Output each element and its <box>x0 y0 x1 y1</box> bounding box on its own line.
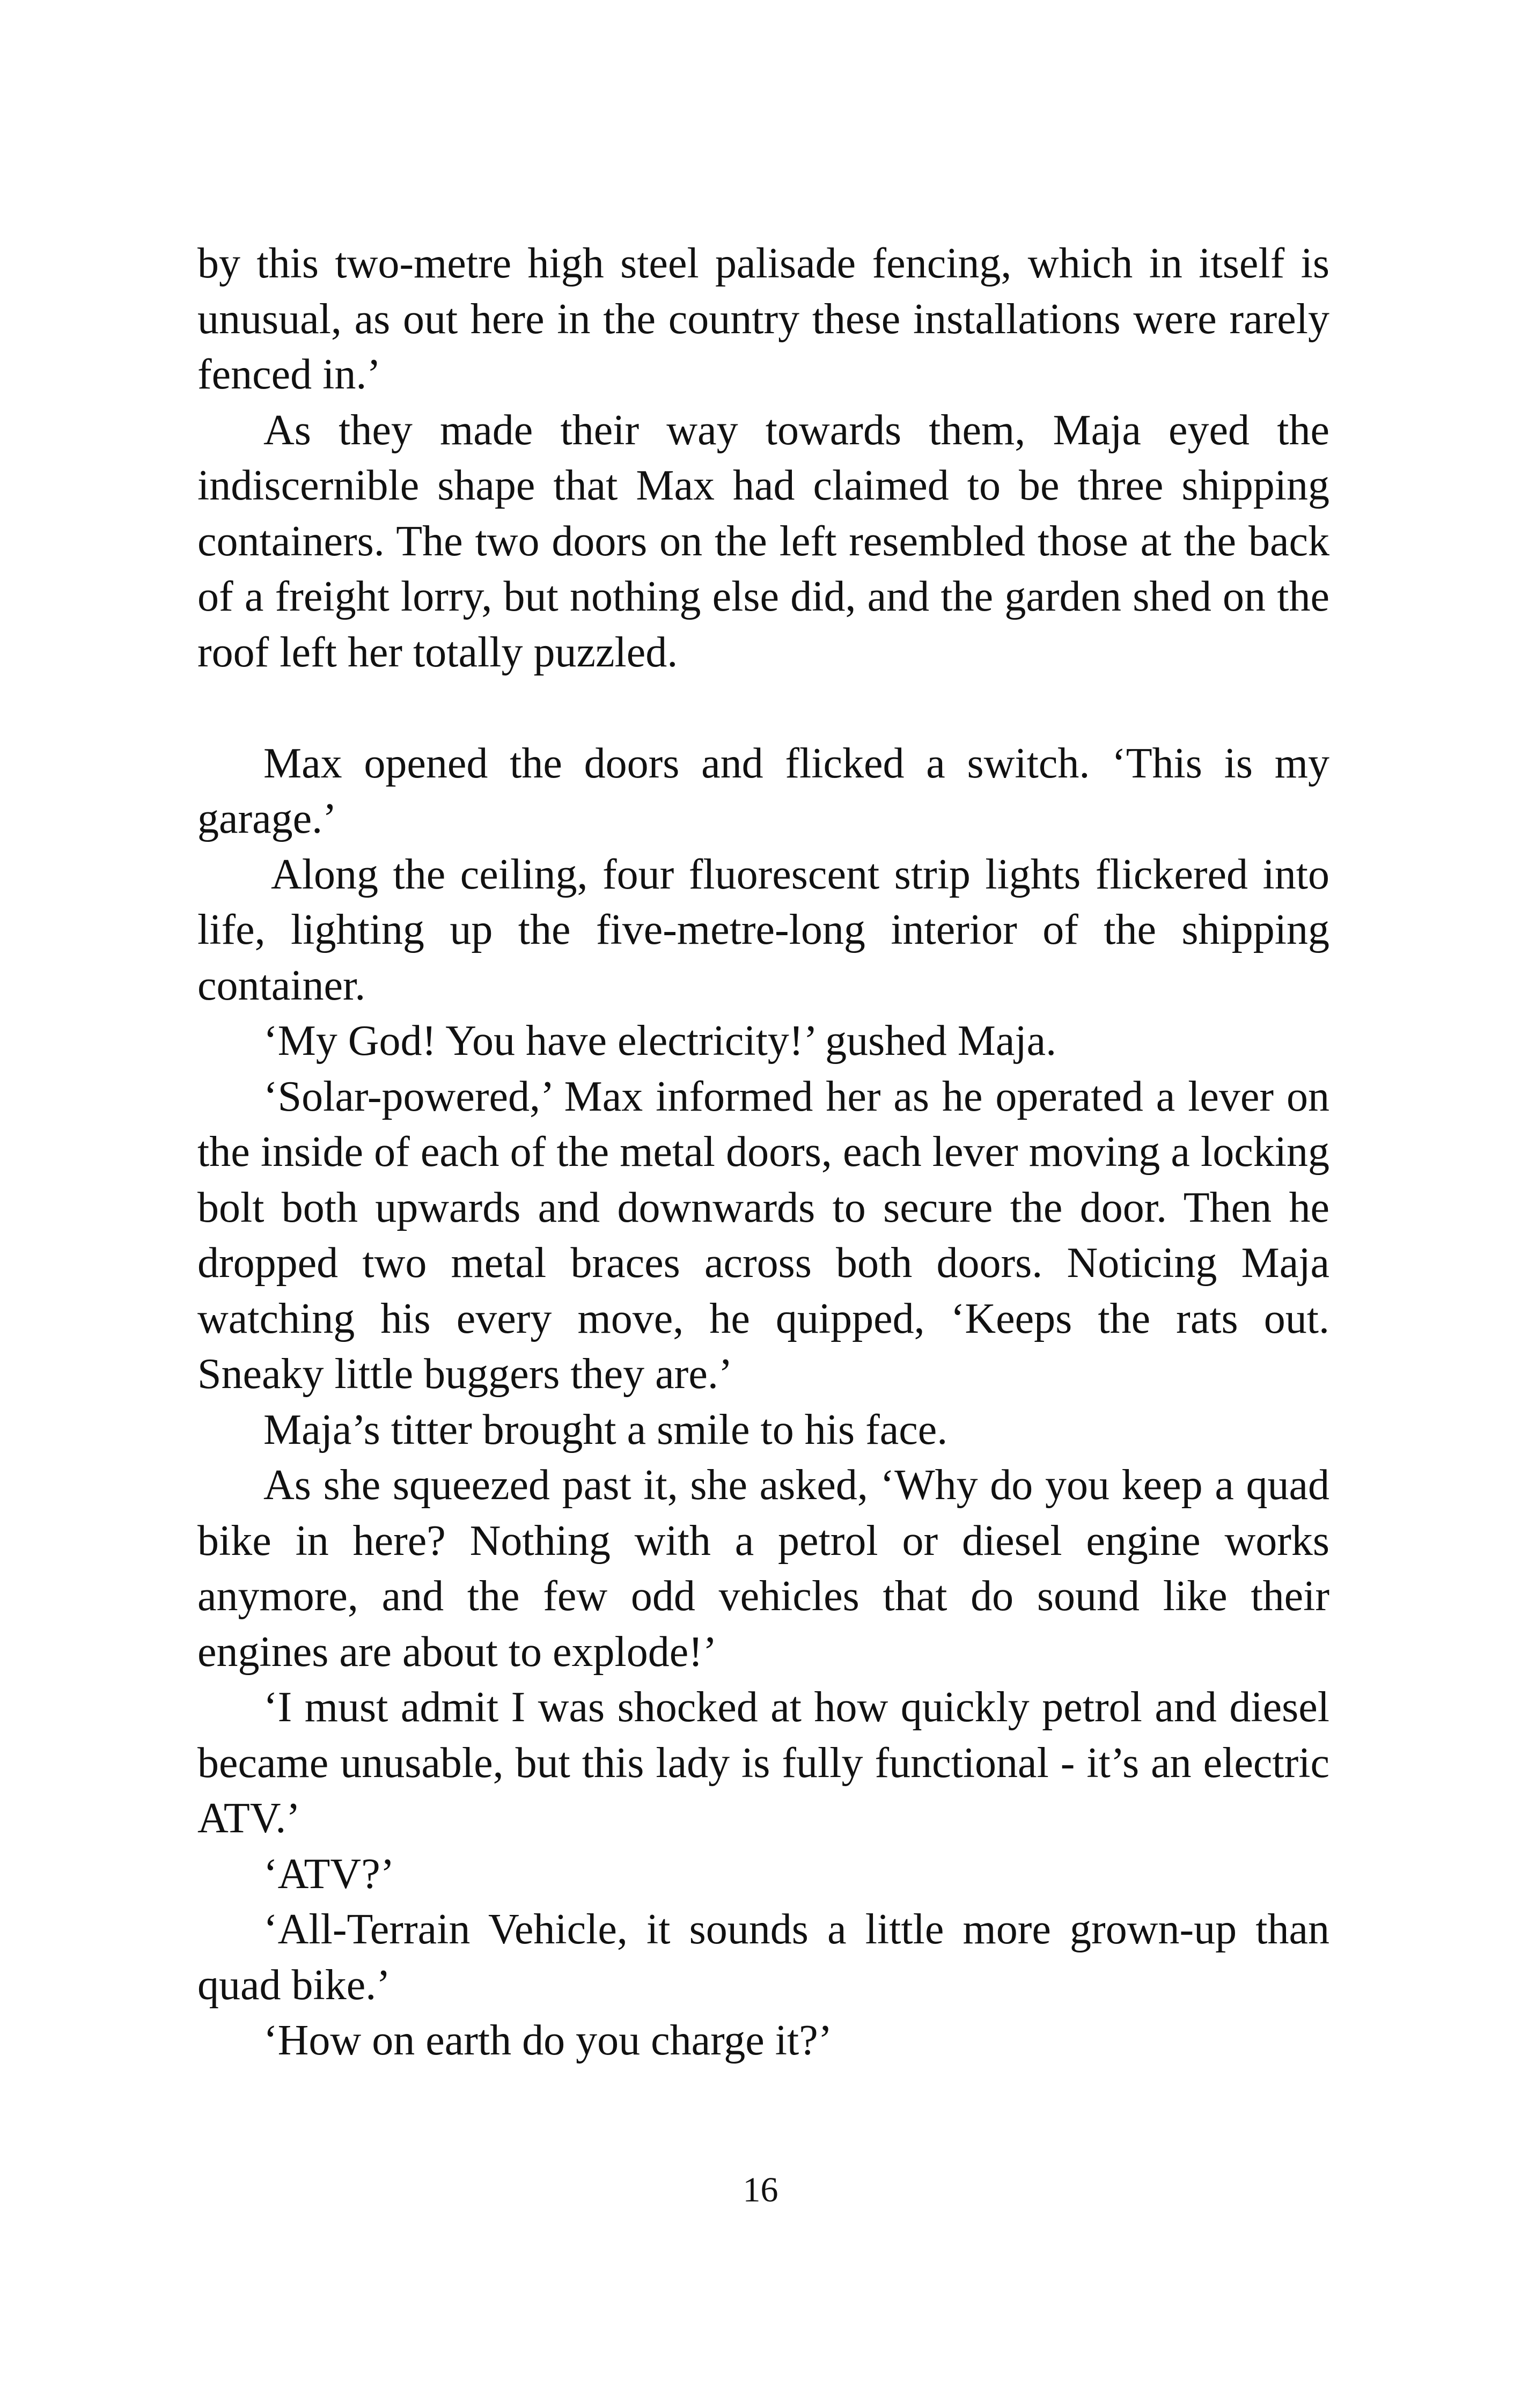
paragraph-quad-bike: As she squeezed past it, she asked, ‘Why do you keep a quad bike in here? Nothing with a petrol or diesel engine works anymore, and the few odd vehicles that do sound like their engines are about to explode!’ <box>197 1462 1329 1676</box>
paragraph-fencing: by this two-metre high steel palisade fencing, which in itself is unusual, as out here in the country these installations were rarely fenced in.’ <box>197 240 1329 398</box>
paragraph-titter: Maja’s titter brought a smile to his face. <box>263 1406 948 1453</box>
paragraph-garage: Max opened the doors and flicked a switch. ‘This is my garage.’ <box>197 739 1329 842</box>
paragraph-containers: As they made their way towards them, Maja eyed the indiscernible shape that Max had claimed to be three shipping containers. The two doors on the left resembled those at the back of a freight lorry, but nothing else did, and the garden shed on the roof left her totally puzzled. <box>197 406 1329 676</box>
page-body <box>197 236 1329 2069</box>
paragraph-electricity: ‘My God! You have electricity!’ gushed Maja. <box>263 1017 1057 1064</box>
paragraph-charge-question: ‘How on earth do you charge it?’ <box>263 2017 833 2064</box>
paragraph-strip-lights: Along the ceiling, four fluorescent strip lights flickered into life, lighting up the five-metre-long interior of the shipping container. <box>197 850 1329 1009</box>
page-number: 16 <box>743 2170 778 2209</box>
paragraph-atv-question: ‘ATV?’ <box>263 1850 395 1898</box>
paragraph-solar-powered: ‘Solar-powered,’ Max informed her as he operated a lever on the inside of each of the metal doors, each lever moving a locking bolt both upwards and downwards to secure the door. Then he dropped two metal braces across both doors. Noticing Maja watching his every move, he quipped, ‘Keeps the rats out. Sneaky little buggers they are.’ <box>197 1073 1329 1398</box>
paragraph-electric-atv: ‘I must admit I was shocked at how quickly petrol and diesel became unusable, but this lady is fully functional - it’s an electric ATV.’ <box>197 1684 1329 1842</box>
paragraph-all-terrain: ‘All-Terrain Vehicle, it sounds a little more grown-up than quad bike.’ <box>197 1906 1329 2009</box>
